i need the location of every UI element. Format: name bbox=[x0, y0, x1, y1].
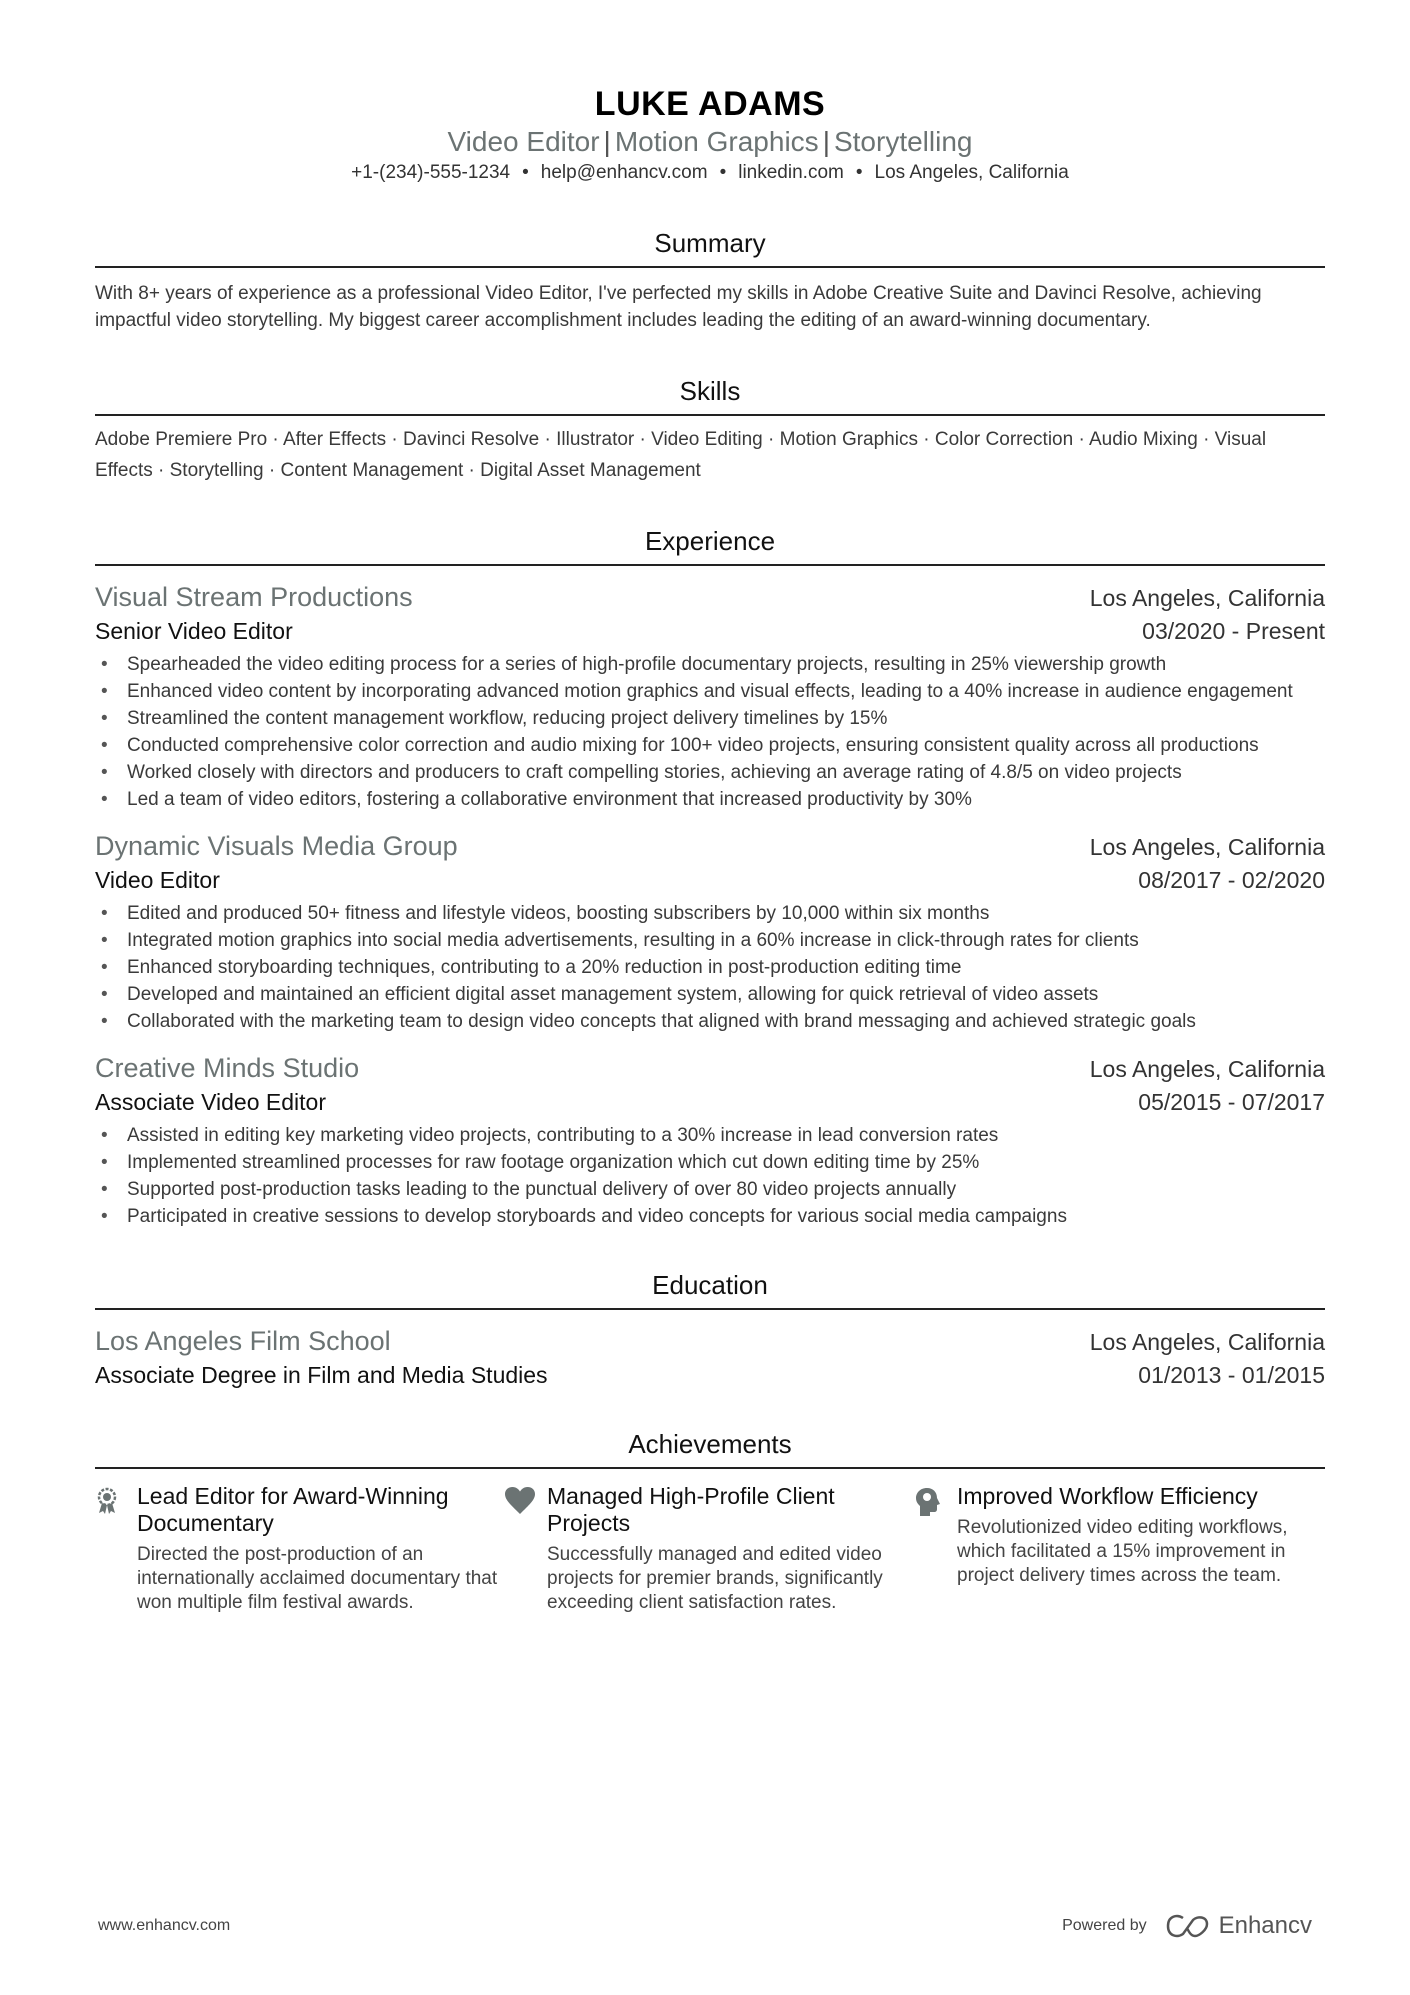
enhancv-logo-icon bbox=[1165, 1914, 1211, 1938]
heart-icon bbox=[505, 1483, 547, 1615]
bullet-item: • Collaborated with the marketing team to design video concepts that aligned with brand messaging and achieved strategic goals bbox=[95, 1008, 1325, 1035]
bullet-item: • Implemented streamlined processes for raw footage organization which cut down editing time by 25% bbox=[95, 1149, 1325, 1176]
skills-section bbox=[95, 374, 1325, 486]
powered-by-label: Powered by bbox=[1062, 1917, 1147, 1934]
section-heading: Education bbox=[95, 1268, 1325, 1310]
bullet-item: • Conducted comprehensive color correction and audio mixing for 100+ video projects, ensuring consistent quality across all productions bbox=[95, 732, 1325, 759]
achievement-description: Revolutionized video editing workflows, which facilitated a 15% improvement in project delivery times across the team. bbox=[957, 1517, 1288, 1586]
bullet-item: • Integrated motion graphics into social media advertisements, resulting in a 60% increase in click-through rates for clients bbox=[95, 927, 1325, 954]
website-link[interactable]: www.enhancv.com bbox=[98, 1917, 231, 1934]
job-dates: 08/2017 - 02/2020 bbox=[1138, 867, 1325, 893]
school-location: Los Angeles, California bbox=[1089, 1329, 1325, 1355]
award-ribbon-icon bbox=[95, 1483, 137, 1615]
experience-section bbox=[95, 524, 1325, 1230]
job-entry bbox=[95, 829, 1325, 1035]
headline-item: Storytelling bbox=[833, 126, 973, 157]
company-name: Visual Stream Productions bbox=[95, 582, 413, 612]
bullet-item: • Assisted in editing key marketing video projects, contributing to a 30% increase in lead conversion rates bbox=[95, 1122, 1325, 1149]
separator: | bbox=[822, 126, 830, 157]
achievement-title: Lead Editor for Award-Winning Documentary bbox=[137, 1483, 449, 1536]
achievement-description: Directed the post-production of an internationally acclaimed documentary that won multiple film festival awards. bbox=[137, 1544, 498, 1613]
candidate-name: LUKE ADAMS bbox=[594, 85, 826, 123]
job-location: Los Angeles, California bbox=[1089, 834, 1325, 860]
job-dates: 03/2020 - Present bbox=[1142, 618, 1325, 644]
achievement-item bbox=[915, 1483, 1325, 1615]
headline bbox=[95, 124, 1325, 160]
phone: +1-(234)-555-1234 bbox=[351, 162, 511, 183]
job-bullets bbox=[95, 651, 1325, 813]
achievement-item bbox=[505, 1483, 915, 1615]
job-location: Los Angeles, California bbox=[1089, 1056, 1325, 1082]
bullet-item: • Worked closely with directors and producers to craft compelling stories, achieving an average rating of 4.8/5 on video projects bbox=[95, 759, 1325, 786]
bullet-item: • Led a team of video editors, fostering a collaborative environment that increased productivity by 30% bbox=[95, 786, 1325, 813]
job-title: Video Editor bbox=[95, 867, 220, 893]
bullet-item: • Spearheaded the video editing process for a series of high-profile documentary projects, resulting in 25% viewership growth bbox=[95, 651, 1325, 678]
headline-item: Motion Graphics bbox=[614, 126, 819, 157]
brand-name: Enhancv bbox=[1218, 1912, 1312, 1939]
headline-item: Video Editor bbox=[447, 126, 600, 157]
footer bbox=[98, 1912, 1312, 1940]
bullet-item: • Enhanced video content by incorporating advanced motion graphics and visual effects, leading to a 40% increase in audience engagement bbox=[95, 678, 1325, 705]
achievement-title: Improved Workflow Efficiency bbox=[957, 1483, 1258, 1509]
summary-section bbox=[95, 226, 1325, 334]
company-name: Dynamic Visuals Media Group bbox=[95, 831, 458, 861]
achievement-title: Managed High-Profile Client Projects bbox=[547, 1483, 835, 1536]
section-heading: Achievements bbox=[95, 1427, 1325, 1469]
skills-list: Adobe Premiere Pro · After Effects · Davinci Resolve · Illustrator · Video Editing · Motion Graphics · Color Correction · Audio Mixing · Visual Effects · Storytelling · Content Management · Digital Asset Management bbox=[95, 429, 1267, 481]
job-entry bbox=[95, 580, 1325, 813]
company-name: Creative Minds Studio bbox=[95, 1053, 360, 1083]
linkedin-link[interactable]: linkedin.com bbox=[738, 162, 844, 183]
section-heading: Skills bbox=[95, 374, 1325, 416]
summary-text: With 8+ years of experience as a professional Video Editor, I've perfected my skills in Adobe Creative Suite and Davinci Resolve, achieving impactful video storytelling. My biggest career accomplishment includes leading the editing of an award-winning documentary. bbox=[95, 283, 1262, 331]
job-entry bbox=[95, 1051, 1325, 1230]
school-name: Los Angeles Film School bbox=[95, 1326, 391, 1356]
achievement-description: Successfully managed and edited video projects for premier brands, significantly exceeding client satisfaction rates. bbox=[547, 1544, 883, 1613]
bullet-item: • Developed and maintained an efficient digital asset management system, allowing for quick retrieval of video assets bbox=[95, 981, 1325, 1008]
head-idea-icon bbox=[915, 1483, 957, 1615]
section-heading: Experience bbox=[95, 524, 1325, 566]
email-link[interactable]: help@enhancv.com bbox=[540, 162, 708, 183]
separator: | bbox=[603, 126, 611, 157]
bullet-item: • Participated in creative sessions to develop storyboards and video concepts for various social media campaigns bbox=[95, 1203, 1325, 1230]
contact-info: +1-(234)-555-1234 • help@enhancv.com • linkedin.com • Los Angeles, California bbox=[351, 162, 1069, 183]
job-bullets bbox=[95, 900, 1325, 1035]
resume bbox=[95, 84, 1325, 1615]
bullet-item: • Streamlined the content management workflow, reducing project delivery timelines by 15% bbox=[95, 705, 1325, 732]
job-dates: 05/2015 - 07/2017 bbox=[1138, 1089, 1325, 1115]
bullet-item: • Enhanced storyboarding techniques, contributing to a 20% reduction in post-production editing time bbox=[95, 954, 1325, 981]
job-location: Los Angeles, California bbox=[1089, 585, 1325, 611]
achievement-item bbox=[95, 1483, 505, 1615]
bullet-item: • Supported post-production tasks leading to the punctual delivery of over 80 video projects annually bbox=[95, 1176, 1325, 1203]
achievements-section bbox=[95, 1427, 1325, 1615]
location: Los Angeles, California bbox=[874, 162, 1069, 183]
job-bullets bbox=[95, 1122, 1325, 1230]
bullet-item: • Edited and produced 50+ fitness and lifestyle videos, boosting subscribers by 10,000 within six months bbox=[95, 900, 1325, 927]
section-heading: Summary bbox=[95, 226, 1325, 268]
enhancv-logo[interactable] bbox=[1165, 1912, 1312, 1940]
degree: Associate Degree in Film and Media Studies bbox=[95, 1362, 548, 1388]
job-title: Associate Video Editor bbox=[95, 1089, 326, 1115]
job-title: Senior Video Editor bbox=[95, 618, 293, 644]
education-dates: 01/2013 - 01/2015 bbox=[1138, 1362, 1325, 1388]
education-section bbox=[95, 1268, 1325, 1391]
